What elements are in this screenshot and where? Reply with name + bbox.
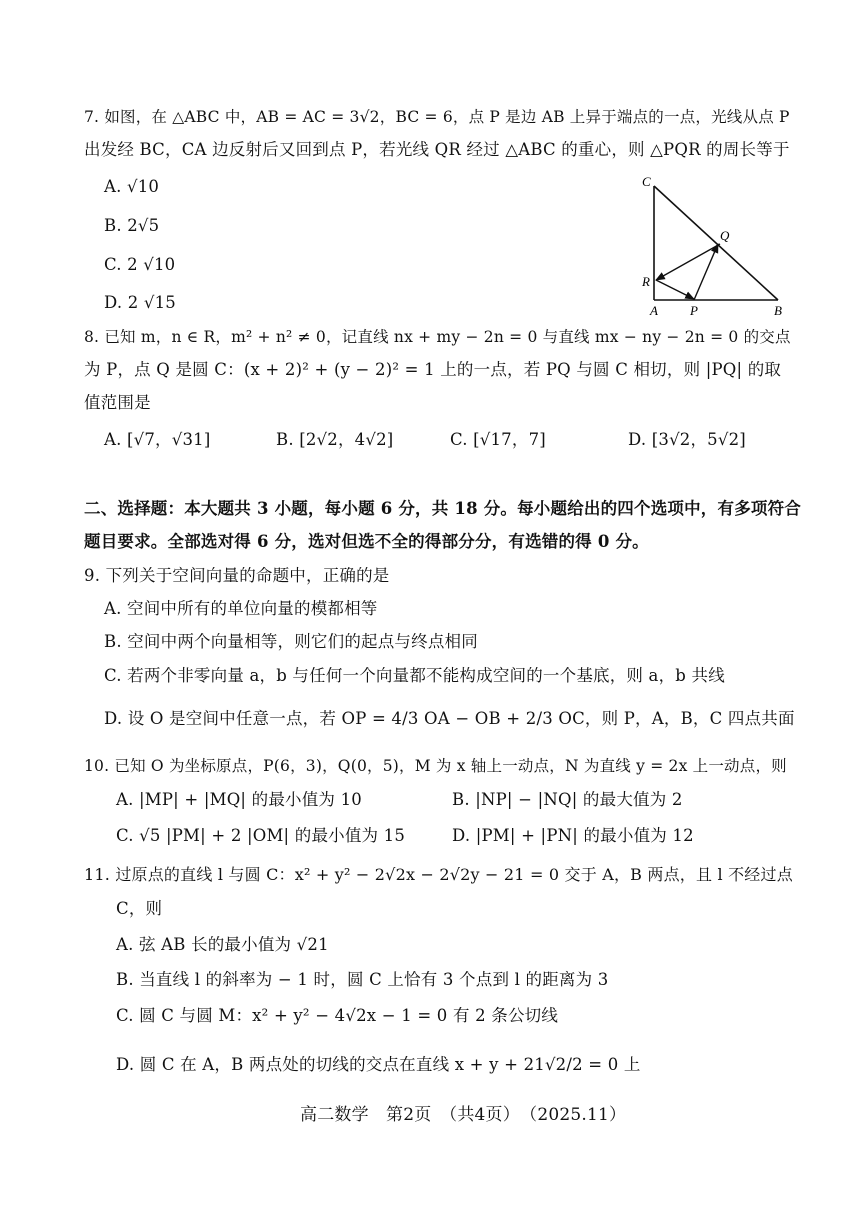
triangle-figure	[636, 172, 792, 318]
q11-option-a: A. 弦 AB 长的最小值为 √21	[116, 935, 329, 954]
q9-option-c: C. 若两个非零向量 a，b 与任何一个向量都不能构成空间的一个基底，则 a，b 共线	[104, 666, 725, 685]
label-q: Q	[720, 228, 730, 243]
q9-stem: 9. 下列关于空间向量的命题中，正确的是	[84, 566, 390, 585]
q7-option-c: C. 2 √10	[104, 255, 176, 274]
q10-option-b: B. |NP| − |NQ| 的最大值为 2	[452, 790, 683, 809]
q8-option-c: C. [√17，7]	[450, 430, 546, 449]
page-footer: 高二数学 第2页 （共4页） （2025.11）	[300, 1105, 627, 1125]
q10-option-c: C. √5 |PM| + 2 |OM| 的最小值为 15	[116, 826, 406, 845]
q11-stem-line2: C，则	[116, 899, 163, 918]
q11-option-c: C. 圆 C 与圆 M：x² + y² − 4√2x − 1 = 0 有 2 条公切线	[116, 1006, 559, 1025]
label-r: R	[642, 274, 650, 289]
q8-stem-line3: 值范围是	[84, 393, 151, 412]
label-c: C	[642, 174, 651, 189]
q9-option-a: A. 空间中所有的单位向量的模都相等	[104, 599, 378, 618]
q11-option-d: D. 圆 C 在 A，B 两点处的切线的交点在直线 x + y + 21√2/2 = 0 上	[116, 1055, 641, 1074]
q8-stem-line1: 8. 已知 m，n ∈ R，m² + n² ≠ 0，记直线 nx + my − 2n = 0 与直线 mx − ny − 2n = 0 的交点	[84, 328, 791, 346]
section2-heading-line1: 二、选择题：本大题共 3 小题，每小题 6 分，共 18 分。每小题给出的四个选项中，有多项符合	[84, 499, 801, 518]
q7-option-d: D. 2 √15	[104, 293, 176, 312]
q9-option-b: B. 空间中两个向量相等，则它们的起点与终点相同	[104, 632, 478, 651]
q7-option-b: B. 2√5	[104, 216, 160, 235]
q11-stem-line1: 11. 过原点的直线 l 与圆 C：x² + y² − 2√2x − 2√2y − 21 = 0 交于 A，B 两点，且 l 不经过点	[84, 865, 793, 884]
q7-option-a: A. √10	[104, 177, 160, 196]
q8-stem-line2: 为 P，点 Q 是圆 C：(x + 2)² + (y − 2)² = 1 上的一点，若 PQ 与圆 C 相切，则 |PQ| 的取	[84, 360, 782, 379]
q10-stem: 10. 已知 O 为坐标原点，P(6，3)，Q(0，5)，M 为 x 轴上一动点，N 为直线 y = 2x 上一动点，则	[84, 757, 787, 775]
label-a: A	[650, 303, 658, 318]
q10-option-a: A. |MP| + |MQ| 的最小值为 10	[116, 790, 362, 809]
q11-option-b: B. 当直线 l 的斜率为 − 1 时，圆 C 上恰有 3 个点到 l 的距离为 3	[116, 970, 609, 989]
q8-option-b: B. [2√2，4√2]	[276, 430, 394, 449]
q8-option-d: D. [3√2，5√2]	[628, 430, 746, 449]
label-b: B	[774, 303, 782, 318]
ray-rp	[656, 280, 694, 299]
q7-stem-line2: 出发经 BC，CA 边反射后又回到点 P，若光线 QR 经过 △ABC 的重心，则 △PQR 的周长等于	[84, 140, 790, 159]
section2-heading-line2: 题目要求。全部选对得 6 分，选对但选不全的得部分分，有选错的得 0 分。	[84, 532, 649, 551]
q7-stem-line1: 7. 如图，在 △ABC 中，AB = AC = 3√2，BC = 6，点 P 是边 AB 上异于端点的一点，光线从点 P	[84, 108, 790, 126]
q10-option-d: D. |PM| + |PN| 的最小值为 12	[452, 826, 694, 845]
side-cb	[654, 186, 778, 300]
q9-option-d: D. 设 O 是空间中任意一点，若 OP = 4/3 OA − OB + 2/3 OC，则 P，A，B，C 四点共面	[104, 709, 795, 728]
q8-option-a: A. [√7，√31]	[104, 430, 211, 449]
label-p: P	[690, 303, 698, 318]
